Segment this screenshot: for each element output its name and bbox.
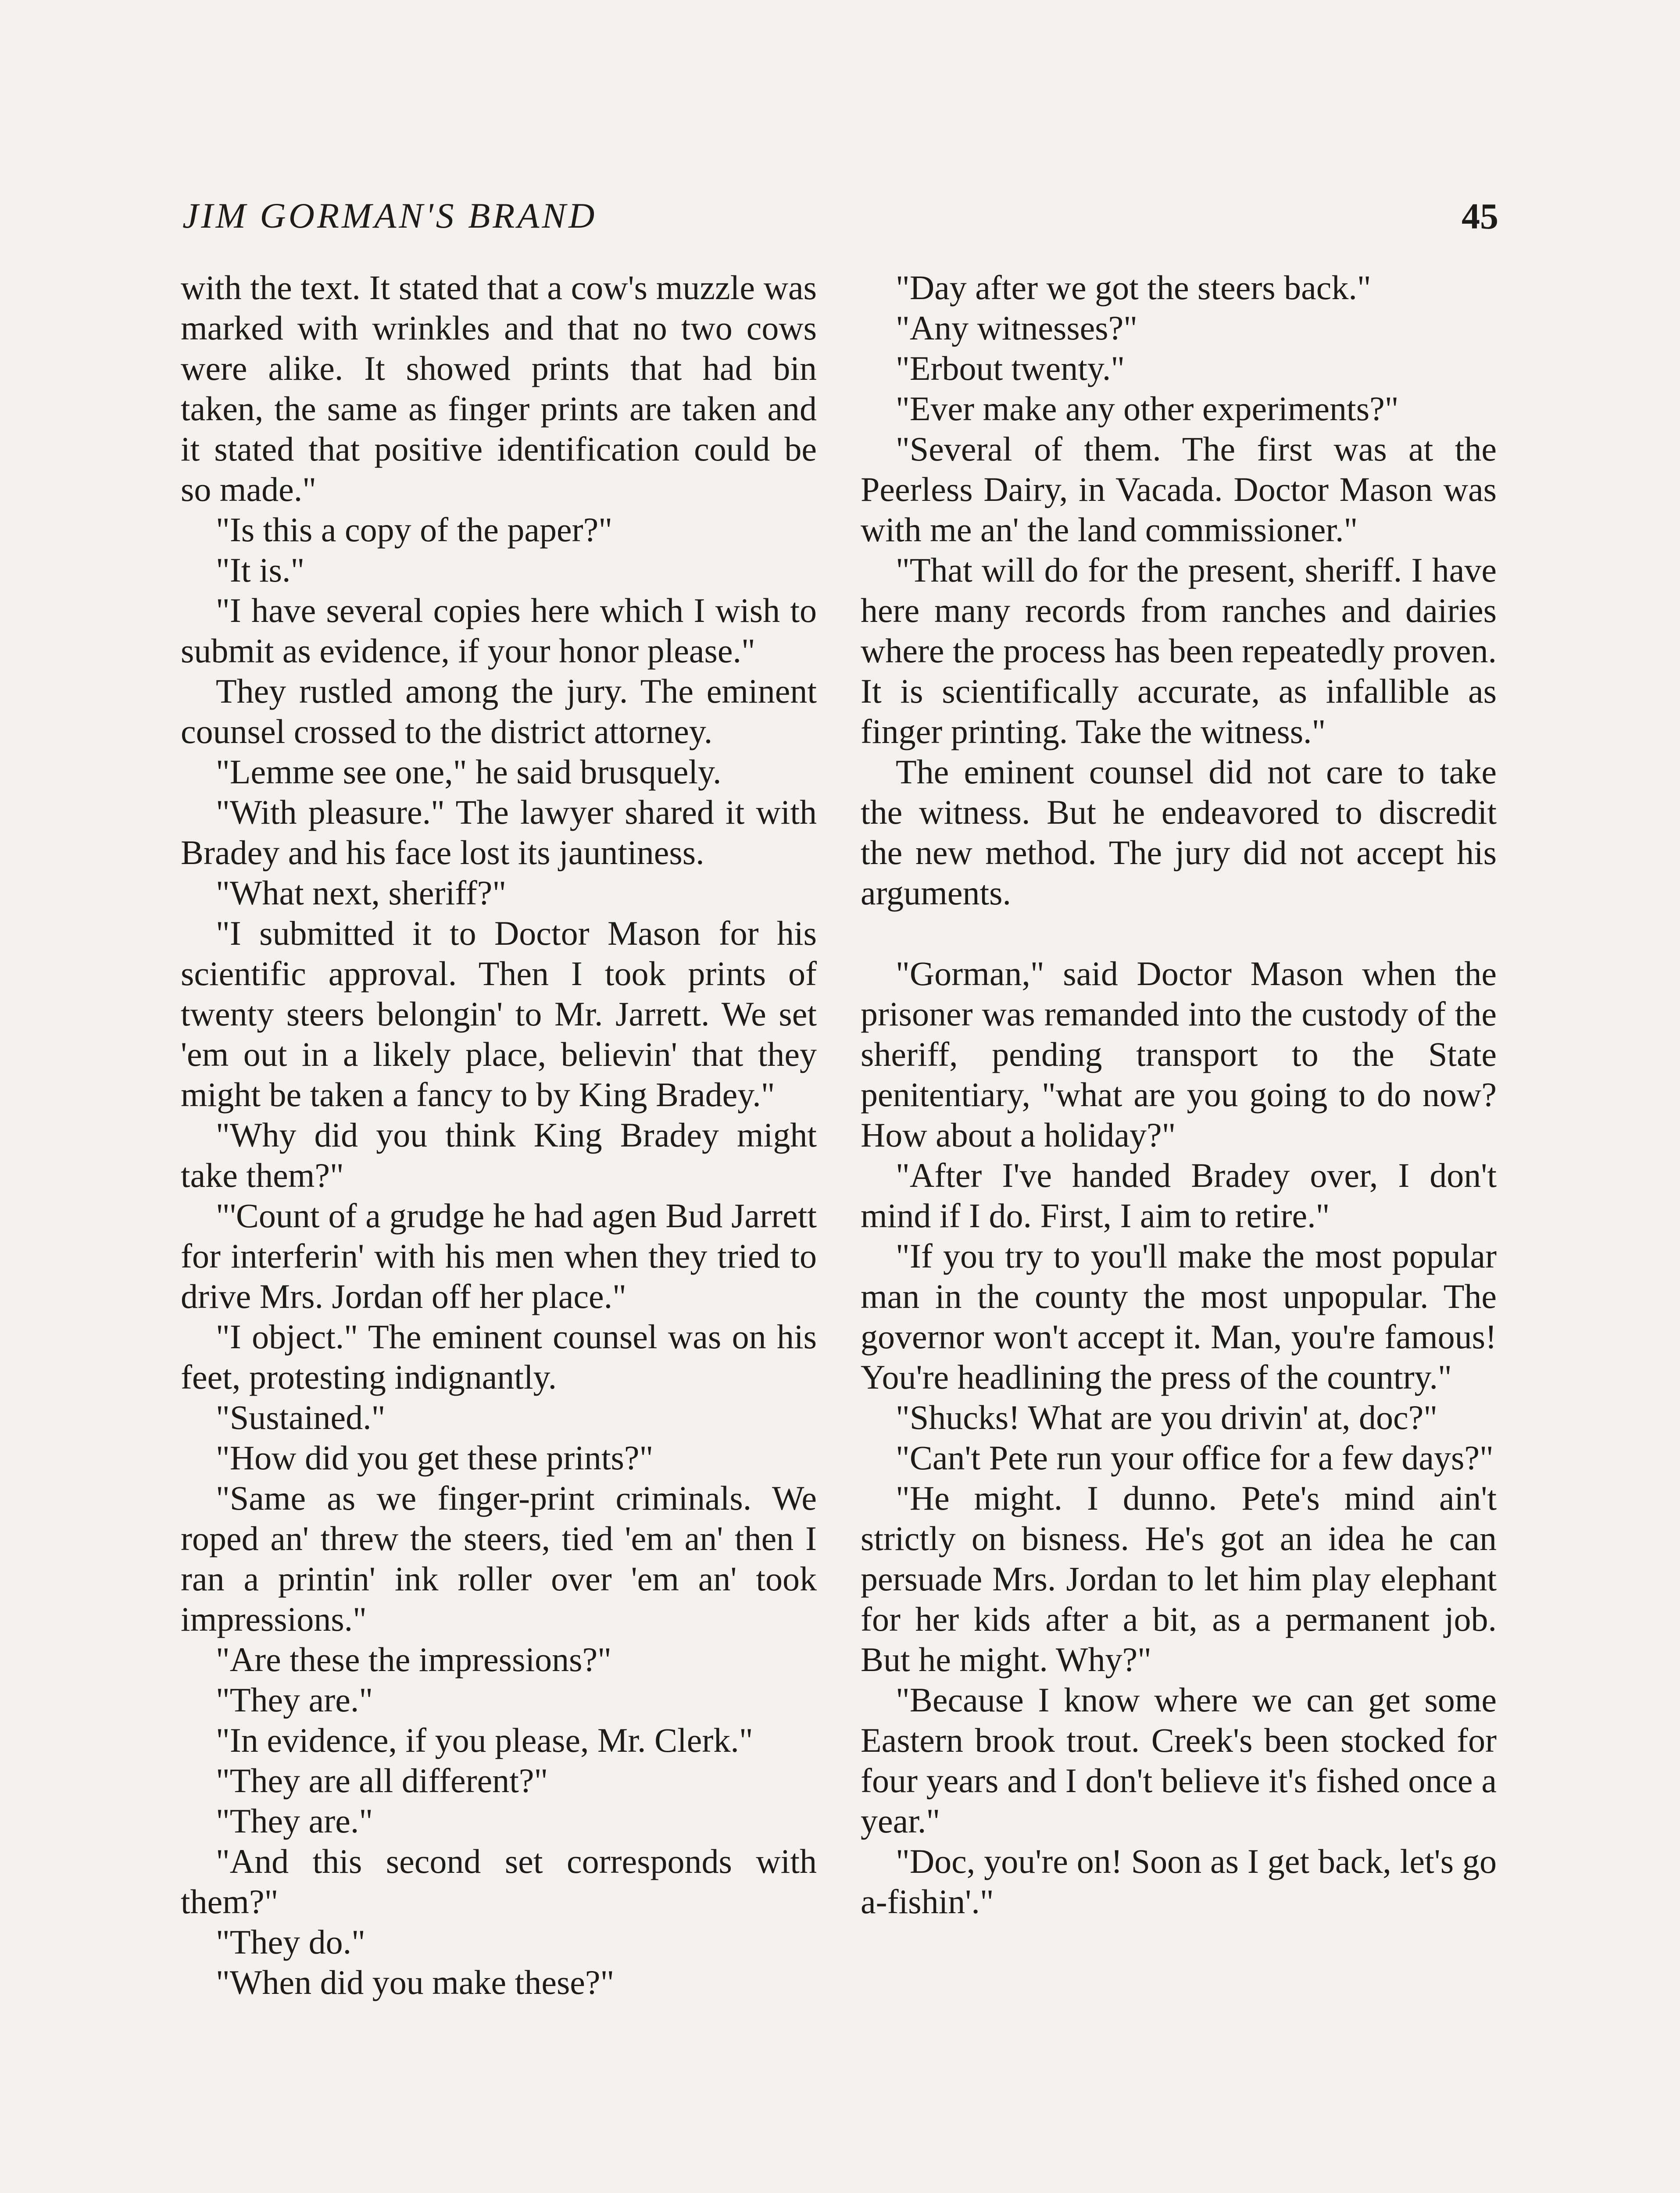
paragraph: The eminent counsel did not care to take the witness. But he endeavored to discredit the new method. The jury did not accept his arguments. xyxy=(861,753,1497,912)
paragraph: "Shucks! What are you drivin' at, doc?" xyxy=(896,1398,1438,1436)
paragraph: "He might. I dunno. Pete's mind ain't strictly on bisness. He's got an idea he can persuade Mrs. Jordan to let him play elephant for her kids after a bit, as a permanent job. But he might. Why?" xyxy=(861,1479,1497,1679)
paragraph: "Same as we finger-print criminals. We roped an' threw the steers, tied 'em an' then I ran a printin' ink roller over 'em an' took impressions." xyxy=(181,1479,817,1638)
paragraph: "'Count of a grudge he had agen Bud Jarrett for interferin' with his men when they tried to drive Mrs. Jordan off her place." xyxy=(181,1197,817,1315)
paragraph: "Why did you think King Bradey might take them?" xyxy=(181,1116,817,1194)
section-break xyxy=(861,913,1497,954)
paragraph: "I have several copies here which I wish to submit as evidence, if your honor please." xyxy=(181,591,817,670)
left-column xyxy=(181,268,817,2003)
paragraph: "They are all different?" xyxy=(216,1761,548,1800)
paragraph: "Doc, you're on! Soon as I get back, let's go a-fishin'." xyxy=(861,1842,1497,1921)
paragraph: "They do." xyxy=(216,1923,365,1961)
paragraph: "Sustained." xyxy=(216,1398,386,1436)
paragraph: "Any witnesses?" xyxy=(896,309,1138,347)
paragraph: "Ever make any other experiments?" xyxy=(896,389,1399,428)
paragraph: "Because I know where we can get some Eastern brook trout. Creek's been stocked for four years and I don't believe it's fished once a year." xyxy=(861,1681,1497,1840)
running-title: JIM GORMAN'S BRAND xyxy=(182,196,597,236)
paragraph: "Is this a copy of the paper?" xyxy=(216,511,613,549)
paragraph: "Lemme see one," he said brusquely. xyxy=(216,753,722,791)
paragraph: "I submitted it to Doctor Mason for his scientific approval. Then I took prints of twenty steers belongin' to Mr. Jarrett. We set 'em out in a likely place, believin' that they might be taken a fancy to by King Bradey." xyxy=(181,914,817,1114)
paragraph: "What next, sheriff?" xyxy=(216,874,507,912)
paragraph: "It is." xyxy=(216,551,305,589)
page-number: 45 xyxy=(1462,196,1498,237)
paragraph: "Are these the impressions?" xyxy=(216,1640,611,1679)
paragraph: with the text. It stated that a cow's muzzle was marked with wrinkles and that no two cows were alike. It showed prints that had bin taken, the same as finger prints are taken and it stated that positive identification could be so made." xyxy=(181,268,817,508)
paragraph: "Day after we got the steers back." xyxy=(896,268,1371,307)
paragraph: "They are." xyxy=(216,1681,373,1719)
paragraph: "I object." The eminent counsel was on his feet, protesting indignantly. xyxy=(181,1318,817,1396)
paragraph: "How did you get these prints?" xyxy=(216,1439,654,1477)
paragraph: "Erbout twenty." xyxy=(896,349,1125,387)
paragraph: "If you try to you'll make the most popular man in the county the most unpopular. The governor won't accept it. Man, you're famous! You're headlining the press of the country." xyxy=(861,1237,1497,1396)
paragraph: "With pleasure." The lawyer shared it with Bradey and his face lost its jauntiness. xyxy=(181,793,817,871)
paragraph: "They are." xyxy=(216,1802,373,1840)
paragraph: "Gorman," said Doctor Mason when the prisoner was remanded into the custody of the sheriff, pending transport to the State penitentiary, "what are you going to do now? How about a holiday?" xyxy=(861,954,1497,1154)
paragraph: "Several of them. The first was at the Peerless Dairy, in Vacada. Doctor Mason was with me an' the land commissioner." xyxy=(861,430,1497,549)
page-header xyxy=(182,195,1498,257)
paragraph: They rustled among the jury. The eminent counsel crossed to the district attorney. xyxy=(181,672,817,750)
paragraph: "And this second set corresponds with them?" xyxy=(181,1842,817,1921)
paragraph: "When did you make these?" xyxy=(216,1963,615,2001)
paragraph: "Can't Pete run your office for a few days?" xyxy=(896,1439,1494,1477)
right-column xyxy=(861,268,1497,1922)
paragraph: "After I've handed Bradey over, I don't mind if I do. First, I aim to retire." xyxy=(861,1156,1497,1235)
paragraph: "That will do for the present, sheriff. I have here many records from ranches and dairies where the process has been repeatedly proven. It is scientifically accurate, as infallible as finger printing. Take the witness." xyxy=(861,551,1497,750)
paragraph: "In evidence, if you please, Mr. Clerk." xyxy=(216,1721,753,1759)
